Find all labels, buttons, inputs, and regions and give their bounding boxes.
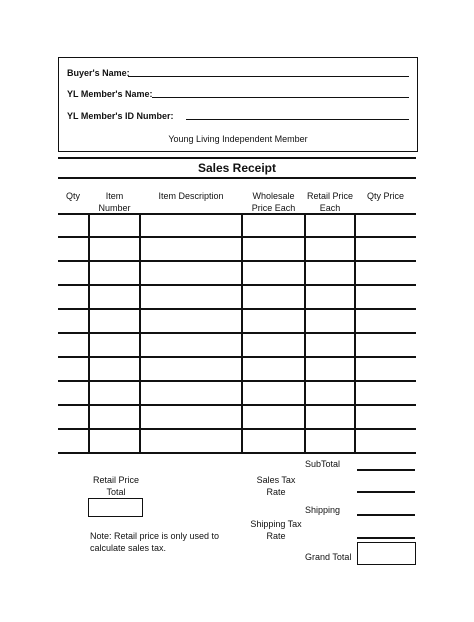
member-name-label: YL Member's Name: xyxy=(67,89,153,99)
title-top-rule xyxy=(58,157,416,159)
table-row-line xyxy=(58,213,416,215)
receipt-title: Sales Receipt xyxy=(197,161,277,175)
table-row-line xyxy=(58,380,416,382)
table-row-line xyxy=(58,284,416,286)
receipt-table xyxy=(58,213,416,454)
buyers-name-label: Buyer's Name: xyxy=(67,68,130,78)
shipping-label: Shipping xyxy=(305,505,341,515)
col-header-retail-price: Retail Price Each xyxy=(306,191,353,213)
title-bottom-rule xyxy=(58,177,416,179)
member-caption: Young Living Independent Member xyxy=(168,134,308,144)
col-header-item-number: Item Number xyxy=(98,191,131,213)
grand-total-box[interactable] xyxy=(357,542,416,565)
shipping-tax-rate-label: Shipping Tax Rate xyxy=(250,519,302,541)
retail-price-note: Note: Retail price is only used to calculate sales tax. xyxy=(90,531,220,553)
table-row-line xyxy=(58,236,416,238)
member-id-label: YL Member's ID Number: xyxy=(67,111,174,121)
buyers-name-field[interactable] xyxy=(128,66,409,77)
retail-price-total-label: Retail Price Total xyxy=(92,475,139,497)
col-header-qty: Qty xyxy=(65,191,80,201)
grand-total-label: Grand Total xyxy=(305,552,352,562)
retail-price-total-box[interactable] xyxy=(88,498,143,517)
shipping-tax-amount-line[interactable] xyxy=(357,537,415,539)
table-row-line xyxy=(58,404,416,406)
sales-tax-amount-line[interactable] xyxy=(357,491,415,493)
col-header-wholesale-price: Wholesale Price Each xyxy=(251,191,296,213)
shipping-line[interactable] xyxy=(357,514,415,516)
table-row-line xyxy=(58,332,416,334)
member-name-field[interactable] xyxy=(152,87,409,98)
member-id-field[interactable] xyxy=(186,109,409,120)
col-header-item-description: Item Description xyxy=(158,191,224,201)
table-row-line xyxy=(58,452,416,454)
table-row-line xyxy=(58,356,416,358)
buyer-info-box xyxy=(58,57,418,152)
col-header-qty-price: Qty Price xyxy=(366,191,404,201)
table-row-line xyxy=(58,308,416,310)
table-row-line xyxy=(58,260,416,262)
subtotal-line[interactable] xyxy=(357,469,415,471)
sales-tax-rate-label: Sales Tax Rate xyxy=(256,475,296,497)
subtotal-label: SubTotal xyxy=(305,459,341,469)
table-row-line xyxy=(58,428,416,430)
